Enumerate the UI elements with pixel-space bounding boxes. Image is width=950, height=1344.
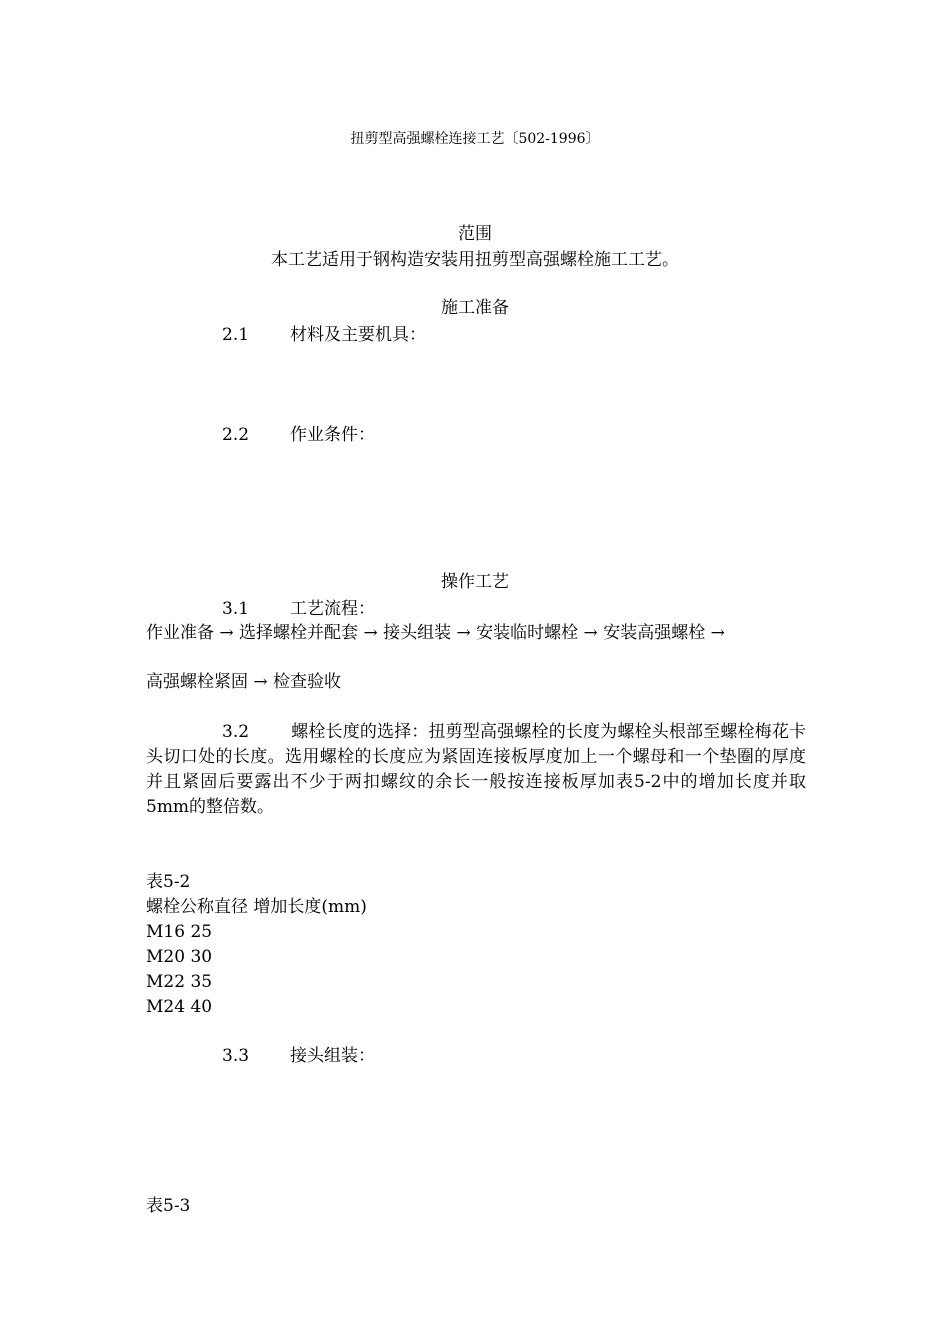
table-row: M24 40 [146, 997, 213, 1017]
table-row: M22 35 [146, 972, 213, 992]
item-number-3-3: 3.3 [222, 1046, 250, 1066]
section-heading-preparation: 施工准备 [441, 298, 509, 318]
table-5-2-caption: 表5-2 [146, 872, 191, 892]
table-row: M20 30 [146, 947, 213, 967]
table-5-3-caption: 表5-3 [146, 1196, 191, 1216]
item-number-3-1: 3.1 [222, 599, 250, 619]
item-number-2-2: 2.2 [222, 425, 250, 445]
section-heading-operation: 操作工艺 [441, 572, 509, 592]
table-5-2-header: 螺栓公称直径 增加长度(mm) [146, 897, 367, 917]
item-number-2-1: 2.1 [222, 325, 250, 345]
item-number-3-2: 3.2 [222, 722, 250, 742]
item-label-2-2: 作业条件： [290, 425, 375, 445]
table-row: M16 25 [146, 922, 213, 942]
document-title: 扭剪型高强螺栓连接工艺〔502-1996〕 [350, 131, 600, 147]
paragraph-3-2 [146, 720, 806, 820]
section-heading-scope: 范围 [458, 224, 492, 244]
item-text-3-2: 螺栓长度的选择：扭剪型高强螺栓的长度为螺栓头根部至螺栓梅花卡头切口处的长度。选用螺栓的长度应为紧固连接板厚度加上一个螺母和一个垫圈的厚度并且紧固后要露出不少于两扣螺纹的余长一般按连接板厚加表5-2中的增加长度并取5mm的整倍数。 [146, 722, 806, 817]
item-label-3-1: 工艺流程： [290, 599, 375, 619]
item-label-2-1: 材料及主要机具： [290, 325, 426, 345]
item-label-3-3: 接头组装： [290, 1046, 375, 1066]
process-flow-line-2: 高强螺栓紧固 → 检查验收 [146, 672, 342, 692]
process-flow-line-1: 作业准备 → 选择螺栓并配套 → 接头组装 → 安装临时螺栓 → 安装高强螺栓 → [146, 623, 725, 643]
scope-text: 本工艺适用于钢构造安装用扭剪型高强螺栓施工工艺。 [271, 250, 679, 270]
